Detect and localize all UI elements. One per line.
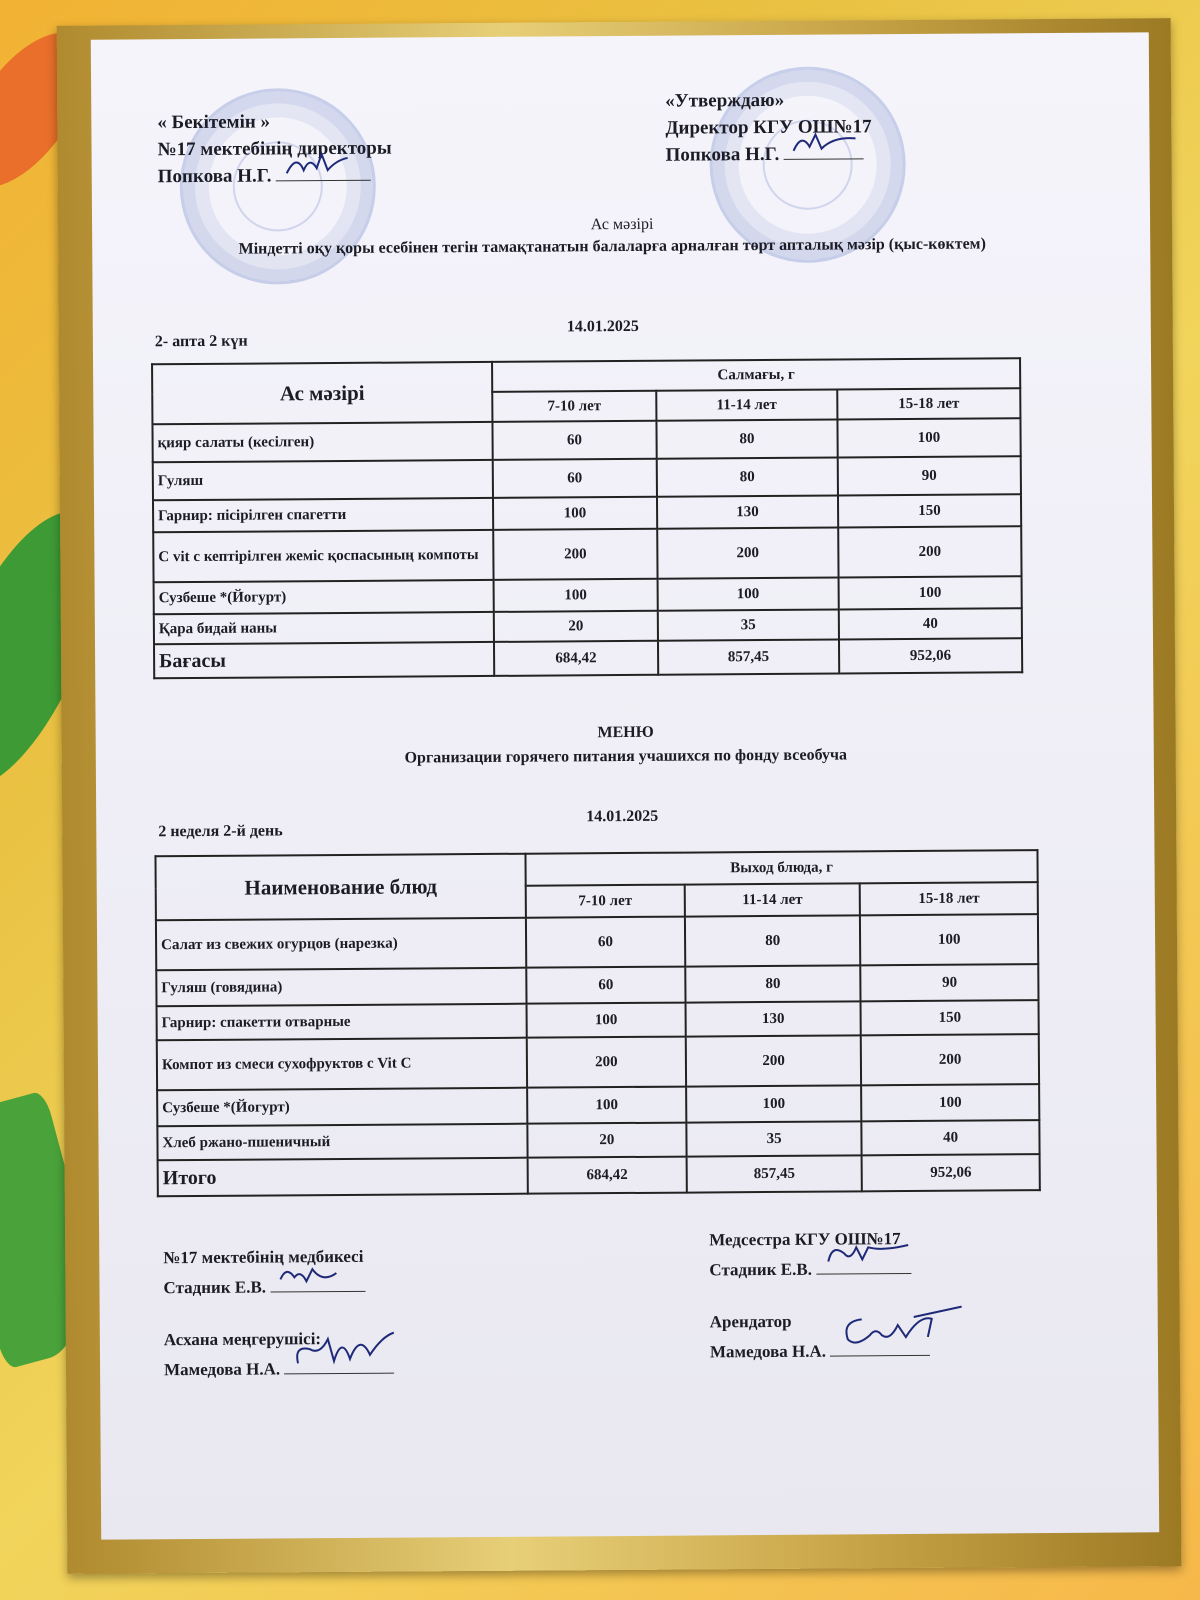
- kz-col-dish-header: Ас мәзірі: [152, 362, 492, 424]
- total-cell: 684,42: [494, 641, 658, 676]
- tenant-name-ru: Мамедова Н.А.: [709, 1341, 827, 1362]
- table-total-row: [158, 1154, 1040, 1196]
- total-label: Бағасы: [154, 642, 494, 678]
- signature-icon: [290, 1325, 400, 1372]
- weight-cell: 200: [838, 526, 1022, 577]
- approval-label-ru: «Утверждаю»: [665, 89, 785, 112]
- table-row: [157, 1034, 1039, 1090]
- total-cell: 952,06: [862, 1154, 1040, 1191]
- weight-cell: 35: [686, 1121, 862, 1156]
- kz-age-header: 15-18 лет: [837, 388, 1020, 419]
- weight-cell: 150: [838, 494, 1021, 527]
- dish-name: Гарнир: спакетти отварные: [157, 1004, 527, 1041]
- approval-label-kz: « Бекітемін »: [157, 111, 271, 134]
- kz-menu-subtitle: Міндетті оқу қоры есебінен тегін тамақтанатын балаларға арналған төрт апталық мәзір (қыс-көктем): [238, 235, 986, 258]
- weight-cell: 35: [658, 610, 839, 641]
- weight-cell: 60: [492, 421, 656, 460]
- kz-menu-title: Ас мәзірі: [590, 215, 654, 234]
- weight-cell: 100: [657, 578, 838, 611]
- ru-col-dish-header: Наименование блюд: [155, 854, 525, 921]
- menu-sheet: [91, 32, 1159, 1539]
- total-label: Итого: [158, 1158, 528, 1197]
- director-name-kz: Попкова Н.Г.: [157, 165, 272, 188]
- signature-line: [816, 1259, 911, 1275]
- ru-menu-subtitle: Организации горячего питания учашихся по фонду всеобуча: [404, 746, 848, 767]
- nurse-name-ru: Стадник Е.В.: [709, 1259, 812, 1280]
- ru-age-header: 15-18 лет: [860, 882, 1038, 915]
- weight-cell: 100: [527, 1003, 686, 1038]
- signature-icon: [790, 126, 860, 156]
- table-row: [152, 418, 1020, 462]
- weight-cell: 130: [685, 1001, 861, 1036]
- weight-cell: 40: [839, 608, 1022, 639]
- weight-cell: 200: [493, 529, 657, 580]
- kz-date: 14.01.2025: [566, 317, 639, 336]
- weight-cell: 100: [861, 1084, 1039, 1121]
- dish-name: қияр салаты (кесілген): [152, 422, 492, 462]
- weight-cell: 150: [861, 1000, 1039, 1035]
- signature-line: [284, 1359, 394, 1375]
- signature-icon: [836, 1301, 966, 1352]
- total-cell: 952,06: [839, 638, 1022, 673]
- weight-cell: 100: [837, 418, 1020, 457]
- weight-cell: 20: [527, 1123, 686, 1158]
- dish-name: Гуляш: [153, 460, 493, 500]
- dish-name: Гарнир: пісірілген спагетти: [153, 498, 493, 532]
- director-title-ru: Директор КГУ ОШ№17: [665, 116, 872, 139]
- signatures-left: [163, 1242, 394, 1386]
- signature-line: [784, 144, 864, 160]
- weight-cell: 100: [838, 576, 1021, 609]
- kz-week-day: 2- апта 2 күн: [154, 332, 248, 351]
- total-cell: 684,42: [528, 1157, 687, 1194]
- ru-menu-table: [154, 849, 1040, 1197]
- weight-cell: 60: [526, 967, 685, 1004]
- table-row: [153, 526, 1021, 582]
- director-title-kz: №17 мектебінің директоры: [157, 137, 392, 161]
- table-row: [156, 964, 1038, 1006]
- weight-cell: 80: [657, 458, 838, 497]
- weight-cell: 200: [527, 1037, 686, 1088]
- nurse-name-kz: Стадник Е.В.: [163, 1277, 267, 1298]
- kz-age-header: 11-14 лет: [656, 390, 837, 421]
- weight-cell: 130: [657, 496, 838, 529]
- nurse-title-ru: Медсестра КГУ ОШ№17: [709, 1229, 901, 1250]
- tenant-title-ru: Арендатор: [709, 1311, 792, 1332]
- signature-icon: [282, 148, 352, 178]
- weight-cell: 90: [861, 964, 1039, 1001]
- weight-cell: 60: [526, 917, 685, 968]
- signature-line: [830, 1341, 930, 1357]
- ru-menu-title: МЕНЮ: [597, 723, 654, 742]
- weight-cell: 20: [494, 611, 658, 642]
- dish-name: Салат из свежих огурцов (нарезка): [156, 918, 526, 971]
- weight-cell: 200: [861, 1034, 1039, 1085]
- weight-cell: 100: [860, 914, 1038, 965]
- signature-line: [270, 1277, 365, 1293]
- weight-cell: 80: [685, 915, 861, 966]
- ru-week-day: 2 неделя 2-й день: [158, 822, 283, 841]
- total-cell: 857,45: [686, 1155, 862, 1192]
- weight-cell: 40: [862, 1120, 1040, 1155]
- dish-name: С vit с кептірілген жеміс қоспасының компоты: [153, 530, 493, 582]
- table-row: [156, 914, 1038, 970]
- director-name-ru: Попкова Н.Г.: [665, 143, 780, 166]
- dish-name: Гуляш (говядина): [156, 968, 526, 1007]
- approval-header-ru: [665, 86, 872, 168]
- weight-cell: 100: [493, 497, 657, 530]
- dish-name: Сузбеше *(Йогурт): [157, 1088, 527, 1127]
- table-row: [153, 456, 1021, 500]
- signature-icon: [822, 1235, 912, 1270]
- weight-cell: 100: [527, 1087, 686, 1124]
- weight-cell: 80: [656, 420, 837, 459]
- weight-cell: 80: [685, 965, 861, 1002]
- ru-age-header: 7-10 лет: [526, 885, 685, 918]
- weight-cell: 90: [838, 456, 1021, 495]
- table-total-row: [154, 638, 1022, 678]
- weight-cell: 200: [657, 528, 838, 579]
- kz-age-header: 7-10 лет: [492, 391, 656, 422]
- kz-col-weight-header: Салмағы, г: [492, 358, 1020, 392]
- signature-icon: [276, 1259, 346, 1289]
- signatures-right: [709, 1224, 930, 1368]
- ru-col-weight-header: Выход блюда, г: [525, 850, 1037, 886]
- total-cell: 857,45: [658, 640, 839, 675]
- ru-date: 14.01.2025: [586, 807, 659, 826]
- nurse-title-kz: №17 мектебінің медбикесі: [163, 1246, 364, 1268]
- canteen-head-title-kz: Асхана меңгерушісі:: [163, 1329, 322, 1350]
- approval-header-kz: [157, 108, 392, 191]
- ru-age-header: 11-14 лет: [685, 883, 861, 916]
- signature-line: [276, 166, 371, 182]
- dish-name: Компот из смеси сухофруктов с Vit C: [157, 1038, 527, 1091]
- weight-cell: 100: [686, 1085, 862, 1122]
- dish-name: Қара бидай наны: [154, 612, 494, 644]
- weight-cell: 100: [494, 579, 658, 612]
- weight-cell: 200: [686, 1035, 862, 1086]
- table-row: [157, 1084, 1039, 1126]
- dish-name: Хлеб ржано-пшеничный: [157, 1124, 527, 1161]
- kz-menu-table: [151, 357, 1023, 679]
- canteen-head-name-kz: Мамедова Н.А.: [163, 1359, 281, 1380]
- dish-name: Сузбеше *(Йогурт): [154, 580, 494, 614]
- weight-cell: 60: [493, 459, 657, 498]
